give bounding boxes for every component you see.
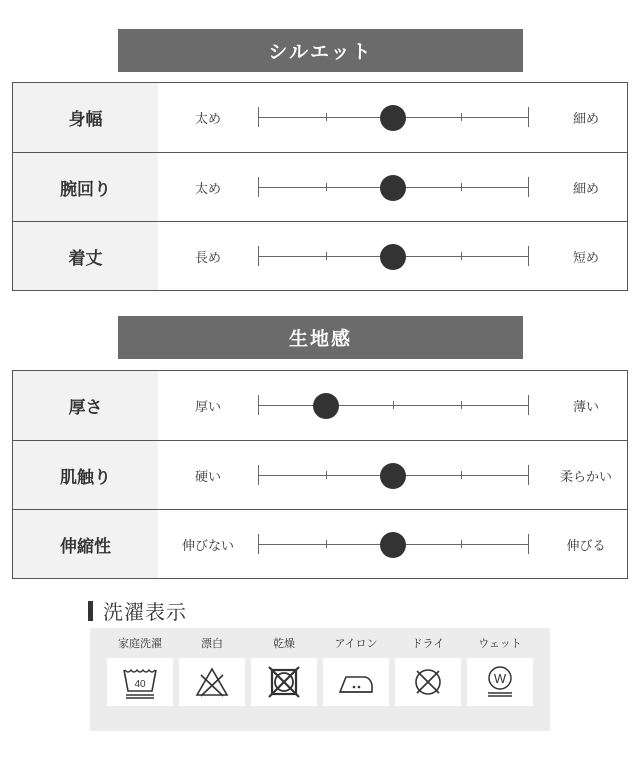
spec-row-arm-circumference: [13, 152, 627, 221]
row-label: 腕回り: [13, 153, 158, 221]
scale-tick: [528, 534, 529, 554]
care-item-home-wash: [107, 636, 173, 706]
scale-indicator-dot: [380, 175, 406, 201]
care-item-dry: [251, 636, 317, 706]
care-label: ウェット: [478, 637, 522, 650]
scale-tick: [528, 395, 529, 415]
scale-tick: [528, 107, 529, 127]
row-label: 厚さ: [13, 371, 158, 440]
fabric-table: [12, 370, 628, 579]
scale-left-label: 硬い: [194, 469, 221, 485]
care-symbols-panel: [90, 628, 550, 731]
scale-indicator-dot: [380, 105, 406, 131]
row-label: 身幅: [13, 83, 158, 152]
spec-row-texture: [13, 440, 627, 509]
scale-tick: [461, 401, 462, 409]
scale-tick: [326, 113, 327, 121]
scale-left-label: 伸びない: [181, 538, 234, 554]
scale-right-label: 細め: [572, 112, 599, 127]
care-item-bleach: [179, 636, 245, 706]
no-tumble-dry-icon: [251, 658, 317, 706]
scale-tick: [258, 177, 259, 197]
wash-tub-40-icon: [107, 658, 173, 706]
rating-scale: [258, 222, 528, 290]
scale-tick: [461, 540, 462, 548]
iron-low-icon: [323, 658, 389, 706]
scale-right-label: 伸びる: [566, 538, 606, 554]
no-dry-clean-icon: [395, 658, 461, 706]
scale-tick: [326, 540, 327, 548]
silhouette-heading: シルエット: [118, 29, 523, 72]
scale-left-label: 厚い: [194, 400, 221, 415]
scale-tick: [528, 177, 529, 197]
scale-right-label: 細め: [572, 181, 599, 197]
no-bleach-icon: [179, 658, 245, 706]
scale-indicator-dot: [380, 463, 406, 489]
scale-indicator-dot: [380, 532, 406, 558]
care-label: ドライ: [411, 637, 445, 650]
scale-tick: [393, 401, 394, 409]
scale-right-label: 薄い: [572, 400, 599, 415]
scale-indicator-dot: [380, 244, 406, 270]
spec-row-body-width: [13, 83, 627, 152]
spec-row-length: [13, 221, 627, 290]
scale-tick: [258, 246, 259, 266]
scale-right-label: 柔らかい: [559, 469, 612, 485]
scale-tick: [326, 471, 327, 479]
scale-tick: [461, 471, 462, 479]
care-item-wet-clean: [467, 636, 533, 706]
scale-tick: [326, 252, 327, 260]
scale-tick: [258, 465, 259, 485]
rating-scale: [258, 371, 528, 440]
scale-tick: [258, 107, 259, 127]
care-label: 乾燥: [273, 637, 295, 650]
silhouette-table: [12, 82, 628, 291]
care-heading-text: 洗濯表示: [103, 600, 187, 624]
scale-tick: [258, 395, 259, 415]
wet-clean-mark: W: [493, 671, 507, 686]
heading-bar: [88, 601, 93, 621]
row-label: 着丈: [13, 222, 158, 290]
row-label: 伸縮性: [13, 510, 158, 578]
fabric-heading: 生地感: [118, 316, 523, 359]
spec-row-thickness: [13, 371, 627, 440]
wash-temperature: 40: [134, 679, 146, 690]
scale-tick: [461, 183, 462, 191]
scale-left-label: 長め: [194, 250, 221, 266]
care-item-iron: [323, 636, 389, 706]
rating-scale: [258, 153, 528, 221]
scale-tick: [528, 246, 529, 266]
rating-scale: [258, 510, 528, 578]
care-label: アイロン: [334, 637, 378, 650]
scale-left-label: 太め: [194, 181, 221, 197]
row-label: 肌触り: [13, 441, 158, 509]
care-item-dry-clean: [395, 636, 461, 706]
scale-right-label: 短め: [572, 250, 599, 266]
care-label: 漂白: [201, 637, 223, 650]
rating-scale: [258, 83, 528, 152]
spec-row-stretch: [13, 509, 627, 578]
scale-left-label: 太め: [194, 112, 221, 127]
care-label: 家庭洗濯: [118, 637, 162, 650]
scale-tick: [461, 113, 462, 121]
care-heading: [88, 596, 187, 625]
scale-tick: [528, 465, 529, 485]
scale-tick: [461, 252, 462, 260]
wet-clean-icon: [467, 658, 533, 706]
rating-scale: [258, 441, 528, 509]
scale-tick: [326, 183, 327, 191]
scale-indicator-dot: [313, 393, 339, 419]
scale-tick: [258, 534, 259, 554]
